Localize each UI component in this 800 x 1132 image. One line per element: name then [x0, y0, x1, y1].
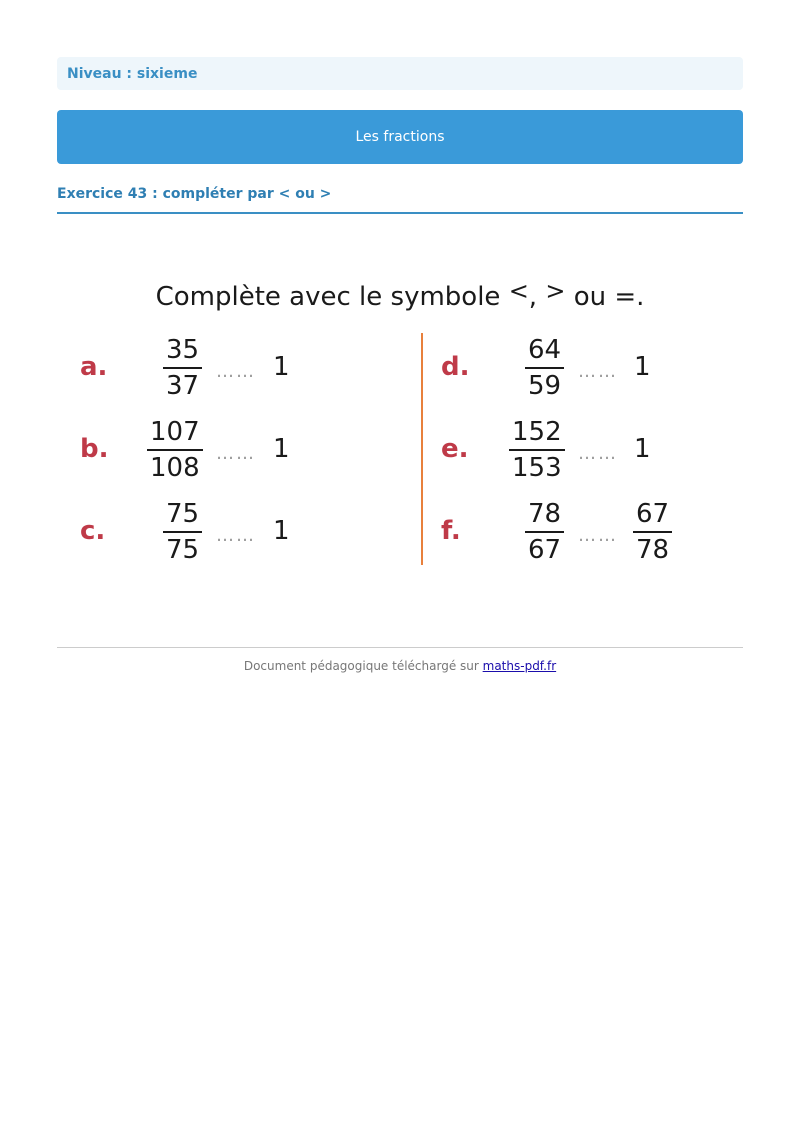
- column-divider: [421, 333, 423, 565]
- denominator: 153: [512, 453, 562, 483]
- instruction-separator: ,: [528, 282, 538, 312]
- numerator: 107: [150, 417, 200, 447]
- fraction-b: [150, 416, 200, 484]
- numerator: 75: [166, 499, 200, 529]
- exercise-instruction: [0, 277, 800, 312]
- fraction-c: [166, 498, 199, 566]
- fraction-a: [166, 334, 199, 402]
- footer: [0, 659, 800, 673]
- numerator: 78: [528, 499, 562, 529]
- level-banner: [57, 57, 743, 90]
- numerator: 64: [528, 335, 562, 365]
- greater-than-symbol: >: [545, 277, 566, 305]
- denominator: 75: [166, 535, 200, 565]
- fraction-bar: [163, 531, 202, 533]
- less-than-symbol: <: [508, 277, 529, 305]
- footer-divider: [57, 647, 743, 648]
- fraction-bar: [633, 531, 672, 533]
- numerator: 35: [166, 335, 200, 365]
- item-letter-a: a.: [80, 352, 108, 382]
- fraction-bar: [147, 449, 203, 451]
- item-letter-f: f.: [441, 516, 461, 546]
- answer-blank: ……: [578, 361, 618, 382]
- compare-value: 1: [273, 352, 290, 382]
- fraction-bar: [163, 367, 202, 369]
- fraction-d: [528, 334, 561, 402]
- denominator: 59: [528, 371, 562, 401]
- numerator: 152: [512, 417, 562, 447]
- fraction-bar: [525, 367, 564, 369]
- item-letter-e: e.: [441, 434, 469, 464]
- title-bar: [57, 110, 743, 164]
- answer-blank: ……: [578, 443, 618, 464]
- footer-link[interactable]: maths-pdf.fr: [482, 659, 557, 673]
- denominator: 67: [528, 535, 562, 565]
- compare-value: 1: [634, 352, 651, 382]
- level-label: Niveau : sixieme: [67, 65, 198, 82]
- denominator: 78: [636, 535, 670, 565]
- exercise-title: Exercice 43 : compléter par < ou >: [57, 186, 743, 214]
- denominator: 108: [150, 453, 200, 483]
- answer-blank: ……: [216, 525, 256, 546]
- fraction-f-left: [528, 498, 561, 566]
- item-letter-c: c.: [80, 516, 106, 546]
- answer-blank: ……: [578, 525, 618, 546]
- numerator: 67: [636, 499, 670, 529]
- instruction-prefix: Complète avec le symbole: [155, 282, 509, 312]
- compare-value: 1: [634, 434, 651, 464]
- fraction-e: [512, 416, 562, 484]
- compare-value: 1: [273, 434, 290, 464]
- instruction-suffix: ou =.: [565, 282, 645, 312]
- answer-blank: ……: [216, 443, 256, 464]
- footer-text: Document pédagogique téléchargé sur: [243, 659, 483, 673]
- item-letter-d: d.: [441, 352, 470, 382]
- fraction-f-right: [636, 498, 669, 566]
- compare-value: 1: [273, 516, 290, 546]
- fraction-bar: [509, 449, 565, 451]
- denominator: 37: [166, 371, 200, 401]
- answer-blank: ……: [216, 361, 256, 382]
- item-letter-b: b.: [80, 434, 109, 464]
- fraction-bar: [525, 531, 564, 533]
- page-title: Les fractions: [355, 129, 445, 145]
